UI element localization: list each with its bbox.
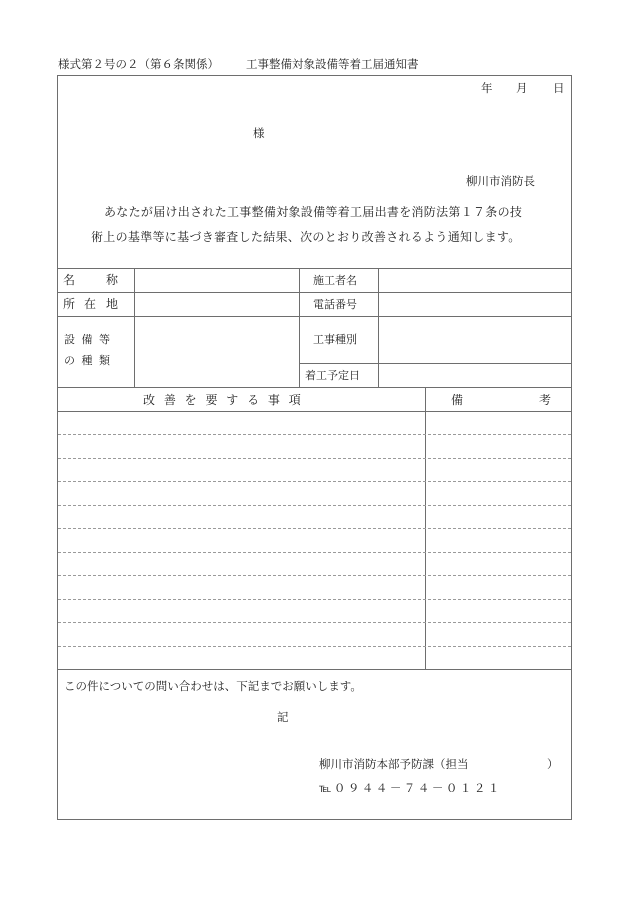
date-year: 年 xyxy=(481,81,493,95)
remarks-header-1: 備 xyxy=(451,393,464,407)
improvement-item-field[interactable] xyxy=(60,532,422,549)
body-text-line2: 術上の基準等に基づき審査した結果、次のとおり改善されるよう通知します。 xyxy=(91,230,521,244)
inquiry-text: この件についての問い合わせは、下記までお願いします。 xyxy=(64,679,362,693)
start-date-field[interactable] xyxy=(380,364,570,386)
remarks-field[interactable] xyxy=(428,415,568,432)
remarks-field[interactable] xyxy=(428,650,568,667)
improvement-item-field[interactable] xyxy=(60,650,422,667)
date-month: 月 xyxy=(516,81,528,95)
row-separator xyxy=(58,458,571,459)
location-label-3: 地 xyxy=(106,297,119,311)
improvement-items-header: 改 善 を 要 す る 事 項 xyxy=(143,393,301,407)
phone-field[interactable] xyxy=(380,293,570,315)
equipment-label-line2: の 種 類 xyxy=(64,354,110,367)
location-field[interactable] xyxy=(136,293,297,315)
row-separator xyxy=(58,505,571,506)
remarks-header-2: 考 xyxy=(539,393,552,407)
table-line xyxy=(378,268,379,387)
document-title: 工事整備対象設備等着工届通知書 xyxy=(246,57,419,71)
name-field[interactable] xyxy=(136,269,297,291)
improvement-item-field[interactable] xyxy=(60,415,422,432)
row-separator xyxy=(58,481,571,482)
remarks-field[interactable] xyxy=(428,532,568,549)
remarks-field[interactable] xyxy=(428,603,568,620)
equipment-label-line1: 設 備 等 xyxy=(64,333,110,346)
issuer: 柳川市消防長 xyxy=(466,174,535,188)
improvement-item-field[interactable] xyxy=(60,603,422,620)
work-type-label: 工事種別 xyxy=(313,333,357,346)
name-label-2: 称 xyxy=(106,273,119,287)
body-text-line1: あなたが届け出された工事整備対象設備等着工届出書を消防法第１７条の技 xyxy=(104,205,523,219)
phone-label: 電話番号 xyxy=(313,298,357,311)
row-separator xyxy=(58,599,571,600)
contractor-field[interactable] xyxy=(380,269,570,291)
row-separator xyxy=(58,434,571,435)
improvement-item-field[interactable] xyxy=(60,462,422,479)
row-separator xyxy=(58,575,571,576)
department-close: ） xyxy=(547,757,559,771)
equipment-type-field[interactable] xyxy=(136,317,297,386)
row-separator xyxy=(58,528,571,529)
table-line xyxy=(57,669,572,670)
location-label-2: 在 xyxy=(84,297,97,311)
remarks-field[interactable] xyxy=(428,579,568,596)
remarks-field[interactable] xyxy=(428,485,568,502)
table-line xyxy=(134,268,135,387)
work-type-field[interactable] xyxy=(380,317,570,362)
name-label-1: 名 xyxy=(63,273,76,287)
remarks-field[interactable] xyxy=(428,556,568,573)
date-day: 日 xyxy=(553,81,565,95)
improvement-item-field[interactable] xyxy=(60,626,422,643)
table-line xyxy=(57,411,572,412)
location-label-1: 所 xyxy=(63,297,76,311)
table-line xyxy=(299,268,300,387)
ki-label: 記 xyxy=(277,710,289,724)
form-id: 様式第２号の２（第６条関係） xyxy=(58,57,219,71)
remarks-field[interactable] xyxy=(428,626,568,643)
row-separator xyxy=(58,552,571,553)
department-phone: ℡０９４４－７４－０１２１ xyxy=(319,781,502,795)
contractor-label: 施工者名 xyxy=(313,274,357,287)
table-line xyxy=(57,387,572,388)
improvement-item-field[interactable] xyxy=(60,438,422,455)
remarks-field[interactable] xyxy=(428,438,568,455)
row-separator xyxy=(58,646,571,647)
improvement-item-field[interactable] xyxy=(60,509,422,526)
row-separator xyxy=(58,622,571,623)
department: 柳川市消防本部予防課（担当 xyxy=(319,757,469,771)
improvement-item-field[interactable] xyxy=(60,485,422,502)
improvement-item-field[interactable] xyxy=(60,556,422,573)
remarks-field[interactable] xyxy=(428,509,568,526)
improvement-item-field[interactable] xyxy=(60,579,422,596)
addressee-suffix: 様 xyxy=(253,126,265,140)
remarks-field[interactable] xyxy=(428,462,568,479)
start-date-label: 着工予定日 xyxy=(305,369,360,382)
